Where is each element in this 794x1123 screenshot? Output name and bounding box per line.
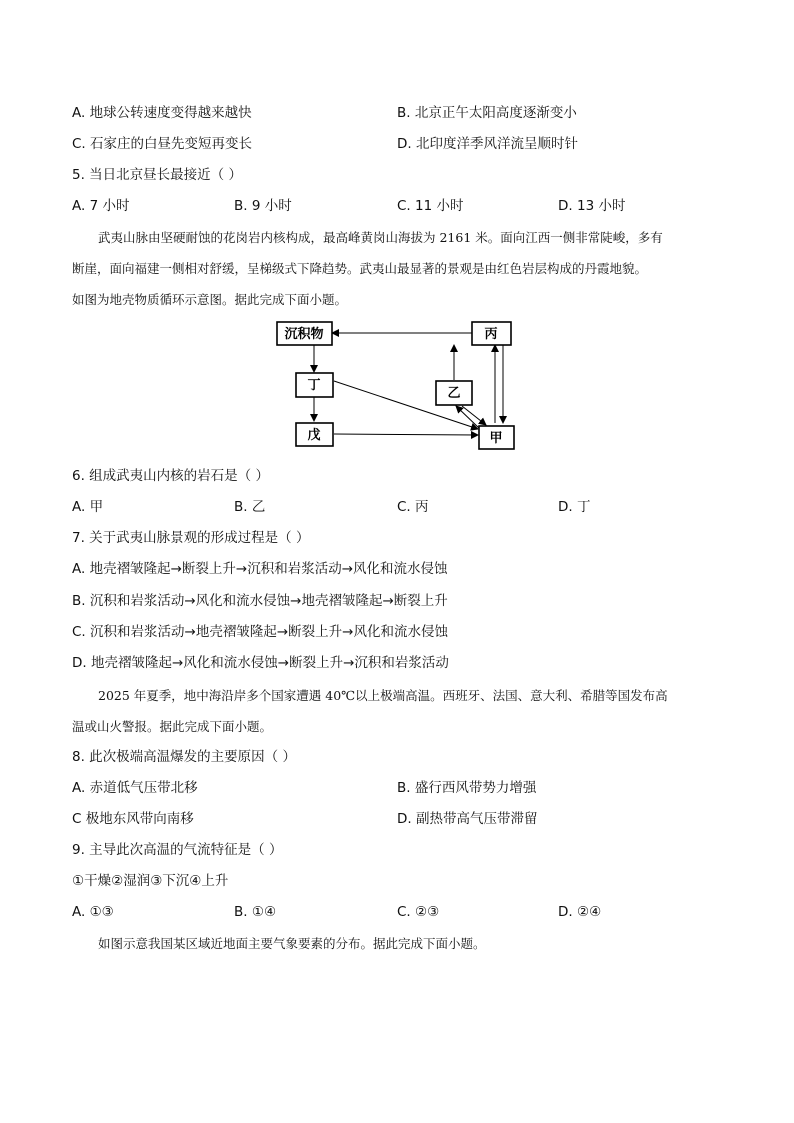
q7-option-d: D. 地壳褶皱隆起→风化和流水侵蚀→断裂上升→沉积和岩浆活动 xyxy=(72,655,449,671)
passage-weather-map xyxy=(72,928,722,959)
box-jia xyxy=(479,426,514,449)
box-sediment xyxy=(277,322,332,345)
passage-weather-map-line1: 如图示意我国某区域近地面主要气象要素的分布。据此完成下面小题。 xyxy=(98,936,486,951)
box-ding-label: 丁 xyxy=(307,378,321,393)
box-jia-label: 甲 xyxy=(489,431,503,446)
q5-option-b: B. 9 小时 xyxy=(234,198,292,214)
box-wu-label: 戊 xyxy=(307,428,321,443)
passage-heatwave-line2: 温或山火警报。据此完成下面小题。 xyxy=(72,719,273,734)
q4-option-a: A. 地球公转速度变得越来越快 xyxy=(72,105,252,121)
passage-heatwave-line1: 2025 年夏季，地中海沿岸多个国家遭遇 40℃以上极端高温。西班牙、法国、意大利、希腊等国发布高 xyxy=(98,688,668,703)
box-sediment-label: 沉积物 xyxy=(284,327,324,342)
q8-option-c: C 极地东风带向南移 xyxy=(72,811,194,827)
box-bing xyxy=(472,322,511,345)
passage-wuyi-line2: 断崖，面向福建一侧相对舒缓，呈梯级式下降趋势。武夷山最显著的景观是由红色岩层构成的丹霞地貌。 xyxy=(72,261,648,276)
q5-option-a: A. 7 小时 xyxy=(72,198,130,214)
passage-wuyi-line1: 武夷山脉由坚硬耐蚀的花岗岩内核构成，最高峰黄岗山海拔为 2161 米。面向江西一侧非常陡峻，多有 xyxy=(98,230,663,245)
q8-option-d: D. 副热带高气压带滞留 xyxy=(397,811,538,827)
q4-option-d: D. 北印度洋季风洋流呈顺时针 xyxy=(397,136,578,152)
q9-option-d: D. ②④ xyxy=(558,904,602,920)
q7-stem: 7. 关于武夷山脉景观的形成过程是（ ） xyxy=(72,530,310,546)
arrow-wu-to-jia xyxy=(334,434,478,435)
q7-option-c: C. 沉积和岩浆活动→地壳褶皱隆起→断裂上升→风化和流水侵蚀 xyxy=(72,624,448,640)
q7-option-a: A. 地壳褶皱隆起→断裂上升→沉积和岩浆活动→风化和流水侵蚀 xyxy=(72,561,448,577)
q6-stem: 6. 组成武夷山内核的岩石是（ ） xyxy=(72,468,269,484)
q6-option-a: A. 甲 xyxy=(72,499,104,515)
q6-option-c: C. 丙 xyxy=(397,499,429,515)
q7-option-b: B. 沉积和岩浆活动→风化和流水侵蚀→地壳褶皱隆起→断裂上升 xyxy=(72,593,448,609)
box-wu xyxy=(296,423,333,446)
q9-stem: 9. 主导此次高温的气流特征是（ ） xyxy=(72,842,283,858)
q9-option-a: A. ①③ xyxy=(72,904,114,920)
q4-option-c: C. 石家庄的白昼先变短再变长 xyxy=(72,136,253,152)
q6-option-b: B. 乙 xyxy=(234,499,266,515)
q9-option-b: B. ①④ xyxy=(234,904,277,920)
q4-option-b: B. 北京正午太阳高度逐渐变小 xyxy=(397,105,577,121)
passage-wuyi xyxy=(72,222,722,315)
q5-option-c: C. 11 小时 xyxy=(397,198,464,214)
box-bing-label: 丙 xyxy=(484,327,498,342)
q9-items: ①干燥②湿润③下沉④上升 xyxy=(72,873,229,889)
q5-option-d: D. 13 小时 xyxy=(558,198,626,214)
rock-cycle-diagram xyxy=(270,317,520,457)
q5-stem: 5. 当日北京昼长最接近（ ） xyxy=(72,167,242,183)
q6-option-d: D. 丁 xyxy=(558,499,591,515)
box-yi xyxy=(436,381,472,405)
q9-option-c: C. ②③ xyxy=(397,904,440,920)
box-ding xyxy=(296,373,333,397)
q8-stem: 8. 此次极端高温爆发的主要原因（ ） xyxy=(72,749,296,765)
q8-option-b: B. 盛行西风带势力增强 xyxy=(397,780,537,796)
passage-heatwave xyxy=(72,680,722,742)
q8-option-a: A. 赤道低气压带北移 xyxy=(72,780,198,796)
box-yi-label: 乙 xyxy=(447,386,461,401)
passage-wuyi-line3: 如图为地壳物质循环示意图。据此完成下面小题。 xyxy=(72,292,348,307)
